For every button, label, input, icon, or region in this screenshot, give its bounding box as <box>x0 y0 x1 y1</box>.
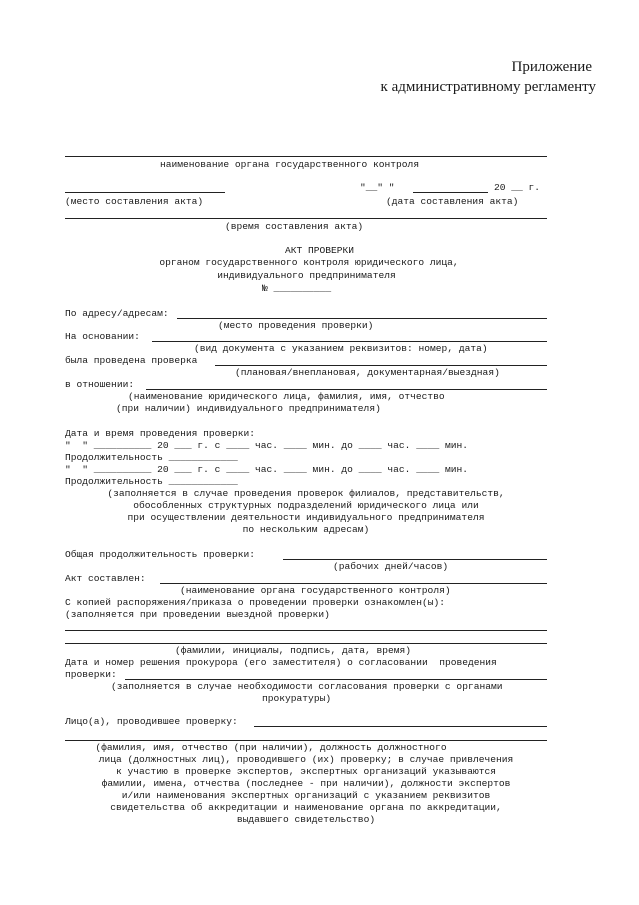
regarding-line <box>146 389 547 390</box>
date-caption: (дата составления акта) <box>386 196 519 207</box>
act-title: АКТ ПРОВЕРКИ <box>284 245 355 256</box>
inspector-caption-3: к участию в проверке экспертов, экспертных организаций указываются <box>116 766 496 777</box>
signature-line-2 <box>65 643 547 644</box>
total-caption: (рабочих дней/часов) <box>333 561 449 572</box>
signature-caption: (фамилии, инициалы, подпись, дата, время) <box>175 645 412 656</box>
inspector-caption-1: (фамилия, имя, отчество (при наличии), должность должностного <box>95 742 447 753</box>
duration-2: Продолжительность ____________ <box>65 476 238 487</box>
organ-line <box>65 156 547 157</box>
address-label: По адресу/адресам: <box>65 308 169 319</box>
date-line <box>413 192 488 193</box>
composed-line <box>160 583 547 584</box>
inspector-caption-7: выдавшего свидетельство) <box>236 814 376 825</box>
datetime-note-1: (заполняется в случае проведения проверок филиалов, представительств, <box>107 488 505 499</box>
prosecutor-underline <box>125 679 547 680</box>
act-subtitle-2: индивидуального предпринимателя <box>217 270 396 281</box>
datetime-note-4: по нескольким адресам) <box>242 524 370 535</box>
datetime-row-1: " " __________ 20 ___ г. с ____ час. ____ мин. до ____ час. ____ мин. <box>65 440 469 451</box>
time-line <box>65 218 547 219</box>
regarding-label: в отношении: <box>65 379 135 390</box>
prosecutor-note-1: (заполняется в случае необходимости согласования проверки с органами <box>111 681 503 692</box>
address-caption: (место проведения проверки) <box>218 320 374 331</box>
place-line <box>65 192 225 193</box>
datetime-label: Дата и время проведения проверки: <box>65 428 255 439</box>
copy-note: (заполняется при проведении выездной проверки) <box>65 609 330 620</box>
inspector-line-2 <box>65 740 547 741</box>
prosecutor-line-1: Дата и номер решения прокурора (его заместителя) о согласовании проведения <box>65 657 497 668</box>
conducted-line <box>215 365 547 366</box>
organ-caption: наименование органа государственного контроля <box>160 159 420 170</box>
inspector-caption-4: фамилии, имена, отчества (последнее - при наличии), должности экспертов <box>101 778 511 789</box>
year-label: 20 __ г. <box>494 182 541 193</box>
inspector-line-1 <box>254 726 547 727</box>
time-caption: (время составления акта) <box>225 221 364 232</box>
copy-line: С копией распоряжения/приказа о проведении проверки ознакомлен(ы): <box>65 597 445 608</box>
inspector-caption-6: свидетельства об аккредитации и наименование органа по аккредитации, <box>110 802 502 813</box>
date-prefix: "__" " <box>360 182 395 193</box>
inspector-caption-5: и/или наименования экспертных организаций с указанием реквизитов <box>121 790 491 801</box>
datetime-row-2: " " __________ 20 ___ г. с ____ час. ____ мин. до ____ час. ____ мин. <box>65 464 469 475</box>
total-line <box>283 559 547 560</box>
datetime-note-2: обособленных структурных подразделений юридического лица или <box>133 500 479 511</box>
conducted-caption: (плановая/внеплановая, документарная/выездная) <box>235 367 500 378</box>
regarding-caption-2: (при наличии) индивидуального предпринимателя) <box>116 403 381 414</box>
place-caption: (место составления акта) <box>65 196 204 207</box>
appendix-subtitle: к административному регламенту <box>380 79 596 95</box>
prosecutor-note-2: прокуратуры) <box>262 693 332 704</box>
composed-label: Акт составлен: <box>65 573 146 584</box>
inspector-label: Лицо(а), проводившее проверку: <box>65 716 238 727</box>
basis-caption: (вид документа с указанием реквизитов: номер, дата) <box>194 343 488 354</box>
basis-label: На основании: <box>65 331 140 342</box>
prosecutor-line-2: проверки: <box>65 669 117 680</box>
conducted-label: была проведена проверка <box>65 355 198 366</box>
act-number: № __________ <box>262 283 332 294</box>
duration-1: Продолжительность ____________ <box>65 452 238 463</box>
act-subtitle-1: органом государственного контроля юридического лица, <box>159 257 459 268</box>
datetime-note-3: при осуществлении деятельности индивидуального предпринимателя <box>127 512 485 523</box>
basis-line <box>152 341 547 342</box>
signature-line-1 <box>65 630 547 631</box>
composed-caption: (наименование органа государственного контроля) <box>180 585 451 596</box>
inspector-caption-2: лица (должностных лиц), проводившего (их) проверку; в случае привлечения <box>98 754 514 765</box>
address-line <box>177 318 547 319</box>
regarding-caption-1: (наименование юридического лица, фамилия, имя, отчество <box>128 391 445 402</box>
appendix-title: Приложение <box>511 59 592 75</box>
total-label: Общая продолжительность проверки: <box>65 549 255 560</box>
